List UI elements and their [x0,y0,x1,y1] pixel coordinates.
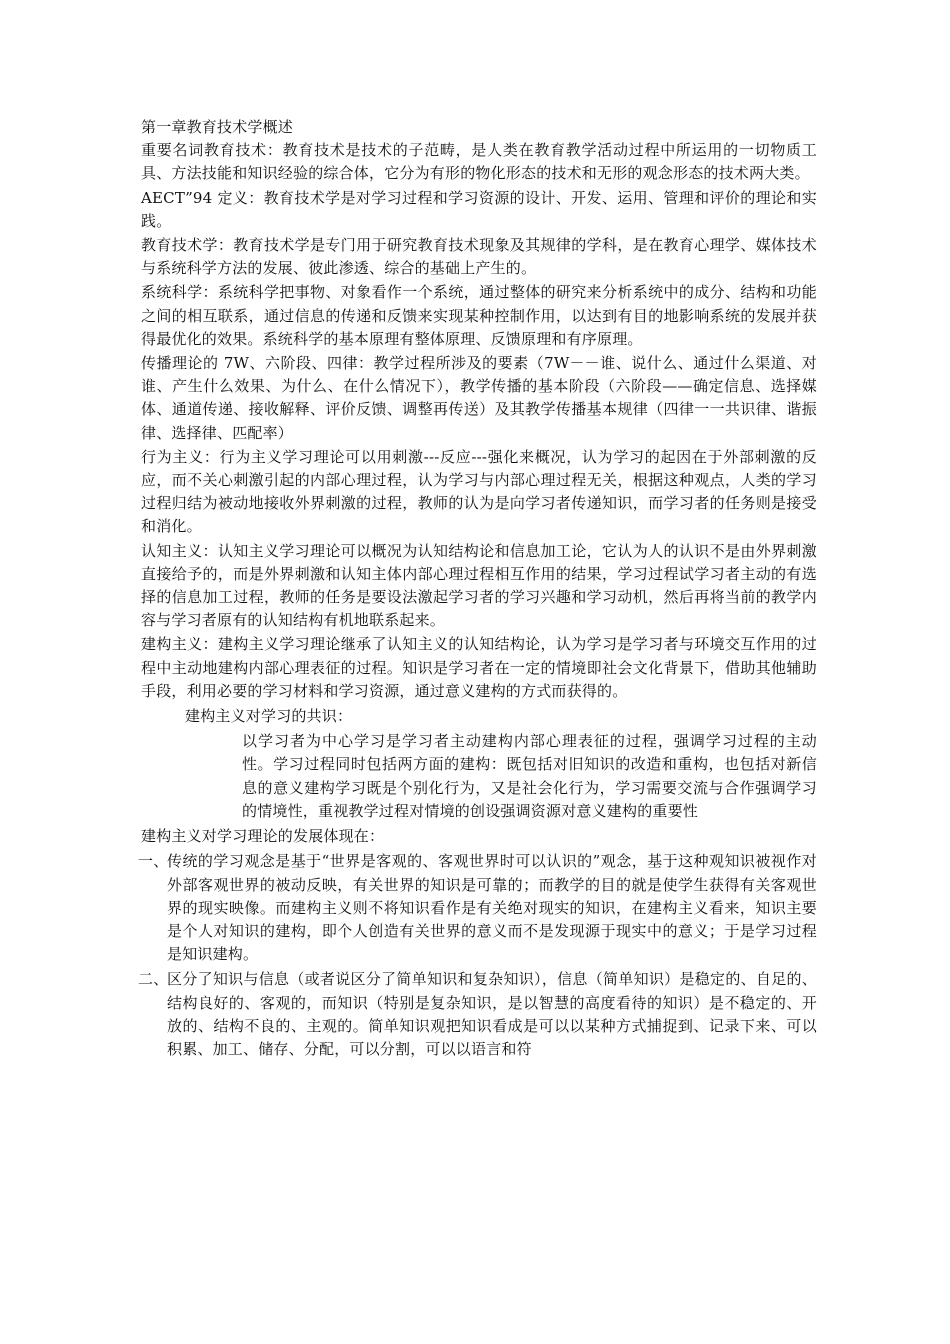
paragraph-cognitivism: 认知主义：认知主义学习理论可以概况为认知结构论和信息加工论，它认为人的认识不是由外界刺激直接给予的，而是外界刺激和认知主体内部心理过程相互作用的结果，学习过程试学习者主动的有选择的信息加工过程，教师的任务是要设法激起学习者的学习兴趣和学习动机，然后再将当前的教学内容与学习者原有的认知结构有机地联系起来。 [141,541,817,630]
paragraph-aect94-definition: AECT”94 定义：教育技术学是对学习过程和学习资源的设计、开发、运用、管理和评价的理论和实践。 [141,188,817,230]
development-heading: 建构主义对学习理论的发展体现在： [141,827,385,846]
paragraph-constructivism: 建构主义：建构主义学习理论继承了认知主义的认知结构论，认为学习是学习者与环境交互作用的过程中主动地建构内部心理表征的过程。知识是学习者在一定的情境即社会文化背景下，借助其他辅助手段，利用必要的学习材料和学习资源，通过意义建构的方式而获得的。 [141,635,817,700]
list-item-number: 二、 [138,970,169,989]
chapter-title: 第一章教育技术学概述 [141,118,294,136]
paragraph-behaviorism: 行为主义：行为主义学习理论可以用刺激---反应---强化来概况，认为学习的起因在于外部刺激的反应，而不关心刺激引起的内部心理过程，认为学习与内部心理过程无关，根据这种观点，人类的学习过程归结为被动地接收外界刺激的过程，教师的认为是向学习者传递知识，而学习者的任务则是接受和消化。 [141,447,817,536]
list-item [138,850,817,966]
consensus-body: 以学习者为中心学习是学习者主动建构内部心理表征的过程，强调学习过程的主动性。学习过程同时包括两方面的建构：既包括对旧知识的改造和重构，也包括对新信息的意义建构学习既是个别化行为，又是社会化行为，学习需要交流与合作强调学习的情境性，重视教学过程对情境的创设强调资源对意义建构的重要性 [242,732,817,820]
list-item-text: 区分了知识与信息（或者说区分了简单知识和复杂知识），信息（简单知识）是稳定的、自足的、结构良好的、客观的，而知识（特别是复杂知识，是以智慧的高度看待的知识）是不稳定的、开放的、结构不良的、主观的。简单知识观把知识看成是可以以某种方式捕捉到、记录下来、可以积累、加工、储存、分配，可以分割，可以以语言和符 [167,970,817,1058]
paragraph-educational-technology-discipline: 教育技术学：教育技术学是专门用于研究教育技术现象及其规律的学科，是在教育心理学、媒体技术与系统科学方法的发展、彼此渗透、综合的基础上产生的。 [141,236,817,278]
list-item-text: 传统的学习观念是基于“世界是客观的、客观世界时可以认识的”观念，基于这种观知识被视作对外部客观世界的被动反映，有关世界的知识是可靠的；而教学的目的就是使学生获得有关客观世界的现实映像。而建构主义则不将知识看作是有关绝对现实的知识，在建构主义看来，知识主要是个人对知识的建构，即个人创造有关世界的意义而不是发现源于现实中的意义；于是学习过程是知识建构。 [167,852,817,964]
paragraph-systems-science: 系统科学：系统科学把事物、对象看作一个系统，通过整体的研究来分析系统中的成分、结构和功能之间的相互联系，通过信息的传递和反馈来实现某种控制作用，以达到有目的地影响系统的发展并获得最优化的效果。系统科学的基本原理有整体原理、反馈原理和有序原理。 [141,283,817,348]
consensus-heading: 建构主义对学习的共识： [185,707,353,726]
list-item-number: 一、 [138,852,169,871]
list-item [138,968,817,1061]
paragraph-communication-theory: 传播理论的 7W、六阶段、四律：教学过程所涉及的要素（7W－－谁、说什么、通过什么渠道、对谁、产生什么效果、为什么、在什么情况下），教学传播的基本阶段（六阶段——确定信息、选择媒体、通道传递、接收解释、评价反馈、调整再传送）及其教学传播基本规律（四律一一共识律、谐振律、选择律、匹配率） [141,354,817,442]
paragraph-educational-technology: 重要名词教育技术：教育技术是技术的子范畴，是人类在教育教学活动过程中所运用的一切物质工具、方法技能和知识经验的综合体，它分为有形的物化形态的技术和无形的观念形态的技术两大类。 [141,141,817,183]
document-body [138,116,817,1061]
